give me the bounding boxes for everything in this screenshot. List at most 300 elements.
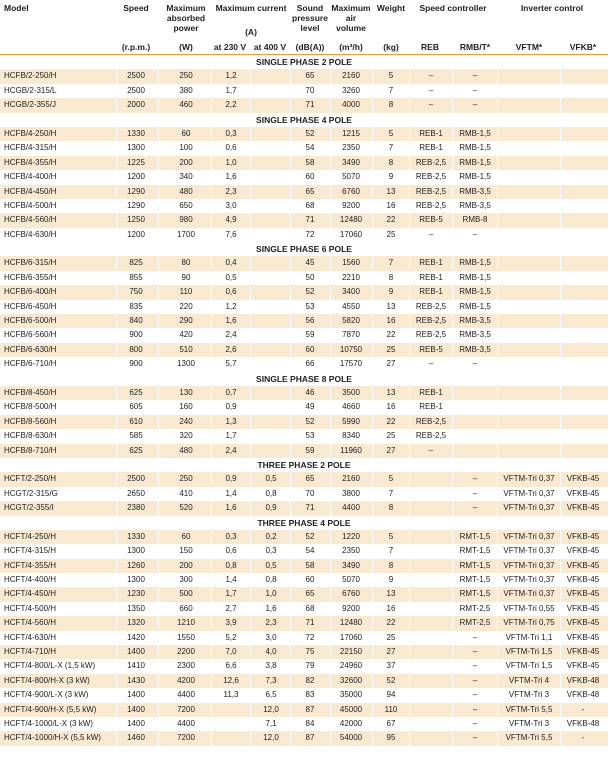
cell-current-230: 4,9 — [225, 215, 237, 225]
cell-vfkb: VFKB-45 — [566, 603, 600, 613]
cell-rmb: – — [472, 229, 478, 239]
cell-current-230: 0,8 — [225, 560, 237, 570]
cell-speed: 2000 — [127, 100, 145, 110]
column-separator — [158, 84, 159, 98]
cell-airvol: 7870 — [342, 330, 360, 340]
column-separator — [250, 587, 251, 601]
cell-current-230: 11,3 — [223, 690, 239, 700]
cell-airvol: 12480 — [339, 618, 363, 628]
cell-current-230: 3,0 — [225, 200, 237, 210]
cell-sound: 59 — [305, 330, 315, 340]
cell-current-230: 1,6 — [225, 316, 237, 326]
cell-power: 250 — [179, 71, 193, 81]
column-separator — [158, 300, 159, 314]
cell-vftm: VFTM-Tri 4 — [508, 675, 550, 685]
column-separator — [158, 616, 159, 630]
cell-current-400: 1,6 — [265, 603, 277, 613]
cell-model: HCGB/2-315/L — [4, 85, 57, 95]
cell-rmb: RMT-1,5 — [459, 531, 491, 541]
cell-power: 380 — [179, 85, 193, 95]
table-row — [0, 544, 608, 558]
table-row — [0, 659, 608, 673]
cell-rmb: – — [472, 718, 478, 728]
cell-sound: 65 — [305, 474, 315, 484]
column-separator — [158, 199, 159, 213]
table-row — [0, 127, 608, 141]
column-separator — [250, 717, 251, 731]
table-row — [0, 156, 608, 170]
cell-current-230: 0,6 — [225, 546, 237, 556]
cell-current-400: 0,8 — [265, 575, 277, 585]
cell-airvol: 1560 — [342, 258, 360, 268]
cell-sound: 87 — [305, 733, 315, 743]
cell-current-400 — [252, 127, 290, 141]
column-separator — [250, 84, 251, 98]
cell-current-400 — [252, 141, 290, 155]
column-separator — [158, 602, 159, 616]
cell-reb — [410, 587, 452, 601]
cell-model: HCFB/6-560/H — [4, 330, 57, 340]
cell-airvol: 10750 — [339, 344, 363, 354]
column-separator — [158, 688, 159, 702]
table-row — [0, 185, 608, 199]
cell-vftm: VFTM-Tri 0,37 — [503, 488, 555, 498]
cell-vftm: VFTM-Tri 3 — [508, 690, 550, 700]
cell-sound: 68 — [305, 603, 315, 613]
cell-airvol: 9200 — [342, 200, 360, 210]
cell-weight: 25 — [386, 431, 396, 441]
cell-weight: 8 — [388, 157, 394, 167]
cell-rmb: RMT-1,5 — [459, 560, 491, 570]
cell-weight: 13 — [386, 589, 396, 599]
cell-airvol: 1215 — [342, 128, 360, 138]
cell-rmb: RMT-2,5 — [459, 618, 491, 628]
cell-vfkb: VFKB-45 — [566, 632, 600, 642]
column-separator — [158, 228, 159, 242]
cell-current-400: 0,3 — [265, 546, 277, 556]
cell-vftm: VFTM-Tri 0,75 — [503, 618, 555, 628]
cell-reb — [410, 674, 452, 688]
cell-speed: 855 — [129, 272, 143, 282]
cell-current-230: 7,6 — [225, 229, 237, 239]
table-row — [0, 415, 608, 429]
header-reb: REB — [421, 42, 439, 52]
column-separator — [158, 717, 159, 731]
cell-weight: 5 — [388, 71, 394, 81]
cell-power: 1300 — [177, 359, 195, 369]
cell-vftm — [498, 213, 560, 227]
cell-speed: 1225 — [127, 157, 145, 167]
cell-airvol: 11960 — [340, 445, 362, 455]
cell-weight: 27 — [386, 359, 396, 369]
column-separator — [250, 300, 251, 314]
table-row — [0, 444, 608, 458]
column-separator — [250, 573, 251, 587]
cell-speed: 840 — [129, 316, 143, 326]
cell-vftm: VFTM-Tri 1,5 — [505, 661, 553, 671]
header-sound: Sound pressure level — [292, 3, 328, 33]
cell-airvol: 17060 — [339, 632, 363, 642]
cell-speed: 1290 — [127, 186, 145, 196]
cell-sound: 71 — [305, 215, 315, 225]
cell-vfkb — [561, 314, 605, 328]
cell-vfkb — [561, 444, 605, 458]
cell-vftm: VFTM-Tri 0,37 — [503, 531, 555, 541]
column-separator — [250, 645, 251, 659]
cell-vftm — [498, 400, 560, 414]
table-row — [0, 559, 608, 573]
cell-sound: 52 — [305, 531, 315, 541]
column-separator — [250, 429, 251, 443]
column-separator — [158, 703, 159, 717]
cell-airvol: 2350 — [342, 546, 360, 556]
cell-sound: 70 — [305, 85, 315, 95]
cell-vftm — [498, 271, 560, 285]
cell-rmb: RMT-1,5 — [459, 546, 491, 556]
cell-model: HCFB/8-560/H — [4, 416, 57, 426]
cell-model: HCFT/4-450/H — [4, 589, 57, 599]
cell-power: 410 — [179, 488, 193, 498]
column-separator — [250, 559, 251, 573]
cell-speed: 750 — [129, 287, 143, 297]
cell-sound: 65 — [305, 186, 315, 196]
cell-weight: 94 — [386, 690, 396, 700]
cell-weight: 8 — [388, 560, 394, 570]
cell-power: 480 — [179, 186, 193, 196]
cell-rmb — [452, 386, 498, 400]
table-row — [0, 688, 608, 702]
cell-reb: – — [428, 445, 434, 455]
cell-current-230: 1,7 — [225, 431, 237, 441]
column-separator — [158, 415, 159, 429]
header-power: Maximum absorbed power — [166, 3, 206, 33]
cell-current-230: 0,6 — [225, 143, 237, 153]
cell-power: 500 — [179, 589, 193, 599]
cell-current-230: 1,2 — [225, 71, 237, 81]
table-row — [0, 170, 608, 184]
cell-vfkb — [561, 256, 605, 270]
cell-vfkb: VFKB-48 — [566, 690, 600, 700]
cell-weight: 16 — [386, 603, 396, 613]
cell-vftm — [498, 314, 560, 328]
cell-model: HCFB/4-560/H — [4, 215, 57, 225]
cell-sound: 71 — [305, 503, 315, 513]
cell-weight: 16 — [386, 200, 396, 210]
column-separator — [158, 170, 159, 184]
cell-speed: 1400 — [127, 647, 145, 657]
cell-vftm: VFTM-Tri 5,5 — [505, 733, 553, 743]
cell-vfkb — [561, 156, 605, 170]
column-separator — [250, 328, 251, 342]
cell-weight: 22 — [386, 330, 396, 340]
cell-reb: REB-2,5 — [415, 316, 447, 326]
column-separator — [158, 343, 159, 357]
cell-sound: 65 — [305, 71, 315, 81]
cell-power: 100 — [179, 143, 193, 153]
cell-vftm: VFTM-Tri 1,1 — [505, 632, 553, 642]
column-separator — [158, 141, 159, 155]
table-row — [0, 631, 608, 645]
cell-current-400 — [252, 386, 290, 400]
cell-weight: 5 — [388, 531, 394, 541]
cell-model: HCFT/4-630/H — [4, 632, 57, 642]
header-sound-unit: (dB(A)) — [295, 42, 325, 52]
table-row — [0, 400, 608, 414]
cell-vfkb: VFKB-45 — [566, 488, 600, 498]
cell-sound: 72 — [305, 229, 315, 239]
cell-current-230: 0,6 — [225, 287, 237, 297]
cell-reb: REB-1 — [419, 272, 443, 282]
cell-model: HCFB/4-500/H — [4, 200, 57, 210]
cell-current-230 — [212, 703, 250, 717]
cell-reb — [410, 688, 452, 702]
cell-power: 520 — [179, 503, 193, 513]
column-separator — [158, 573, 159, 587]
cell-model: HCFB/4-630/H — [4, 229, 57, 239]
cell-vftm — [498, 285, 560, 299]
cell-airvol: 6760 — [342, 186, 360, 196]
cell-weight: 22 — [386, 215, 396, 225]
column-separator — [158, 386, 159, 400]
cell-current-230: 1,0 — [225, 157, 237, 167]
cell-model: HCFB/6-450/H — [4, 301, 57, 311]
cell-speed: 1300 — [127, 546, 145, 556]
cell-rmb: – — [472, 71, 478, 81]
cell-airvol: 54000 — [339, 733, 363, 743]
cell-vfkb — [561, 127, 605, 141]
cell-model: HCFB/4-355/H — [4, 157, 57, 167]
cell-reb: REB-1 — [419, 258, 443, 268]
cell-current-230: 0,3 — [225, 531, 237, 541]
cell-vfkb: VFKB-45 — [566, 474, 600, 484]
cell-power: 1700 — [177, 229, 195, 239]
cell-vftm — [498, 300, 560, 314]
cell-rmb: RMB-8 — [462, 215, 488, 225]
cell-sound: 53 — [305, 431, 315, 441]
cell-reb: REB-1 — [419, 128, 443, 138]
cell-airvol: 22150 — [339, 647, 363, 657]
cell-sound: 59 — [305, 445, 315, 455]
cell-vfkb: - — [581, 733, 585, 743]
cell-airvol: 17570 — [339, 359, 363, 369]
cell-reb — [410, 573, 452, 587]
column-separator — [158, 328, 159, 342]
cell-reb — [410, 559, 452, 573]
table-row — [0, 703, 608, 717]
cell-model: HCFT/4-710/H — [4, 647, 57, 657]
cell-vfkb — [561, 343, 605, 357]
cell-airvol: 42000 — [339, 718, 363, 728]
section-title: SINGLE PHASE 6 POLE — [0, 242, 608, 256]
cell-rmb — [452, 429, 498, 443]
cell-airvol: 2160 — [342, 71, 360, 81]
cell-current-400: 0,9 — [265, 503, 277, 513]
cell-reb: REB-5 — [419, 344, 443, 354]
cell-speed: 1430 — [127, 675, 145, 685]
section-title: THREE PHASE 4 POLE — [0, 516, 608, 530]
cell-current-400 — [252, 314, 290, 328]
cell-sound: 53 — [305, 301, 315, 311]
cell-airvol: 35000 — [339, 690, 363, 700]
cell-rmb: – — [472, 100, 478, 110]
cell-weight: 95 — [386, 733, 396, 743]
column-separator — [250, 688, 251, 702]
cell-airvol: 45000 — [339, 704, 363, 714]
cell-speed: 610 — [129, 416, 143, 426]
cell-current-400 — [252, 400, 290, 414]
cell-power: 250 — [179, 474, 193, 484]
cell-model: HCFT/4-250/H — [4, 531, 57, 541]
cell-airvol: 3260 — [342, 85, 360, 95]
cell-airvol: 17060 — [339, 229, 363, 239]
cell-airvol: 2160 — [342, 474, 360, 484]
cell-reb — [410, 731, 452, 745]
cell-current-230: 1,4 — [225, 488, 237, 498]
column-separator — [158, 314, 159, 328]
cell-weight: 5 — [388, 128, 394, 138]
cell-vftm: VFTM-Tri 0,37 — [503, 589, 555, 599]
cell-current-230: 2,3 — [225, 186, 237, 196]
table-row — [0, 343, 608, 357]
cell-rmb: – — [472, 661, 478, 671]
cell-vftm: VFTM-Tri 0,37 — [503, 560, 555, 570]
cell-weight: 16 — [386, 316, 396, 326]
cell-current-400 — [252, 285, 290, 299]
cell-reb — [410, 472, 452, 486]
cell-model: HCFB/8-500/H — [4, 402, 57, 412]
cell-vftm — [498, 256, 560, 270]
cell-power: 650 — [179, 200, 193, 210]
cell-current-230: 0,3 — [225, 128, 237, 138]
column-separator — [158, 587, 159, 601]
cell-vfkb — [561, 400, 605, 414]
cell-speed: 1330 — [127, 531, 145, 541]
cell-airvol: 8340 — [342, 431, 360, 441]
cell-current-400 — [252, 429, 290, 443]
cell-rmb — [452, 400, 498, 414]
cell-model: HCFB/6-315/H — [4, 258, 57, 268]
cell-sound: 60 — [305, 344, 315, 354]
cell-rmb — [452, 444, 498, 458]
cell-vftm — [498, 328, 560, 342]
cell-rmb: – — [472, 733, 478, 743]
column-separator — [158, 530, 159, 544]
cell-weight: 27 — [386, 445, 396, 455]
cell-rmb: RMB-1,5 — [459, 143, 491, 153]
cell-speed: 2500 — [127, 474, 145, 484]
cell-airvol: 5990 — [342, 416, 360, 426]
cell-model: HCFT/4-1000/H-X (5,5 kW) — [4, 733, 101, 743]
cell-vfkb: VFKB-45 — [566, 546, 600, 556]
cell-weight: 25 — [386, 632, 396, 642]
cell-current-400: 0,5 — [265, 560, 277, 570]
cell-current-230: 2,7 — [225, 603, 237, 613]
cell-model: HCFB/6-355/H — [4, 272, 57, 282]
header-power-unit: (W) — [179, 42, 193, 52]
cell-current-230: 1,6 — [225, 503, 237, 513]
cell-current-400 — [252, 256, 290, 270]
column-separator — [158, 645, 159, 659]
cell-reb — [410, 487, 452, 501]
cell-power: 130 — [179, 387, 193, 397]
cell-vfkb — [561, 84, 605, 98]
cell-current-400: 12,0 — [263, 704, 279, 714]
column-separator — [158, 400, 159, 414]
header-speed-controller: Speed controller — [419, 3, 487, 13]
cell-weight: 9 — [388, 172, 394, 182]
cell-current-400 — [252, 213, 290, 227]
cell-speed: 625 — [129, 387, 143, 397]
cell-power: 460 — [179, 100, 193, 110]
table-row — [0, 386, 608, 400]
column-separator — [250, 98, 251, 112]
cell-current-400: 1,0 — [265, 589, 277, 599]
cell-vftm: VFTM-Tri 0,37 — [503, 575, 555, 585]
cell-model: HCFB/6-710/H — [4, 359, 57, 369]
column-separator — [158, 127, 159, 141]
column-separator — [158, 256, 159, 270]
cell-model: HCFT/4-560/H — [4, 618, 57, 628]
cell-power: 7200 — [177, 704, 195, 714]
header-vftm: VFTM* — [515, 42, 543, 52]
cell-sound: 58 — [305, 560, 315, 570]
cell-power: 60 — [181, 531, 191, 541]
cell-speed: 2650 — [127, 488, 145, 498]
cell-power: 510 — [179, 344, 193, 354]
column-separator — [158, 544, 159, 558]
cell-current-400 — [252, 444, 290, 458]
column-separator — [250, 444, 251, 458]
cell-power: 1210 — [177, 618, 195, 628]
cell-model: HCFB/4-250/H — [4, 128, 57, 138]
column-separator — [250, 731, 251, 745]
cell-reb: REB-2,5 — [415, 200, 447, 210]
cell-speed: 1260 — [127, 560, 145, 570]
cell-current-230: 1,2 — [225, 301, 237, 311]
cell-vftm — [498, 127, 560, 141]
cell-weight: 52 — [386, 675, 396, 685]
column-separator — [250, 674, 251, 688]
column-separator — [250, 357, 251, 371]
cell-current-400: 3,0 — [265, 632, 277, 642]
cell-airvol: 32600 — [339, 675, 363, 685]
table-row — [0, 731, 608, 745]
cell-reb: REB-2,5 — [415, 416, 447, 426]
cell-vfkb — [561, 300, 605, 314]
cell-vfkb: VFKB-48 — [566, 718, 600, 728]
cell-current-230: 0,4 — [225, 258, 237, 268]
column-separator — [158, 156, 159, 170]
cell-rmb: – — [472, 359, 478, 369]
column-separator — [250, 256, 251, 270]
cell-reb — [410, 530, 452, 544]
cell-power: 1550 — [177, 632, 195, 642]
cell-model: HCFT/4-500/H — [4, 603, 57, 613]
column-separator — [250, 487, 251, 501]
cell-speed: 1200 — [127, 172, 145, 182]
cell-airvol: 5070 — [342, 575, 360, 585]
cell-reb — [410, 659, 452, 673]
column-separator — [250, 544, 251, 558]
cell-speed: 1460 — [127, 733, 145, 743]
cell-airvol: 1220 — [342, 531, 360, 541]
cell-reb — [410, 602, 452, 616]
cell-speed: 900 — [129, 330, 143, 340]
cell-current-230: 5,7 — [225, 359, 237, 369]
cell-sound: 56 — [305, 316, 315, 326]
cell-rmb: – — [472, 632, 478, 642]
column-separator — [250, 271, 251, 285]
